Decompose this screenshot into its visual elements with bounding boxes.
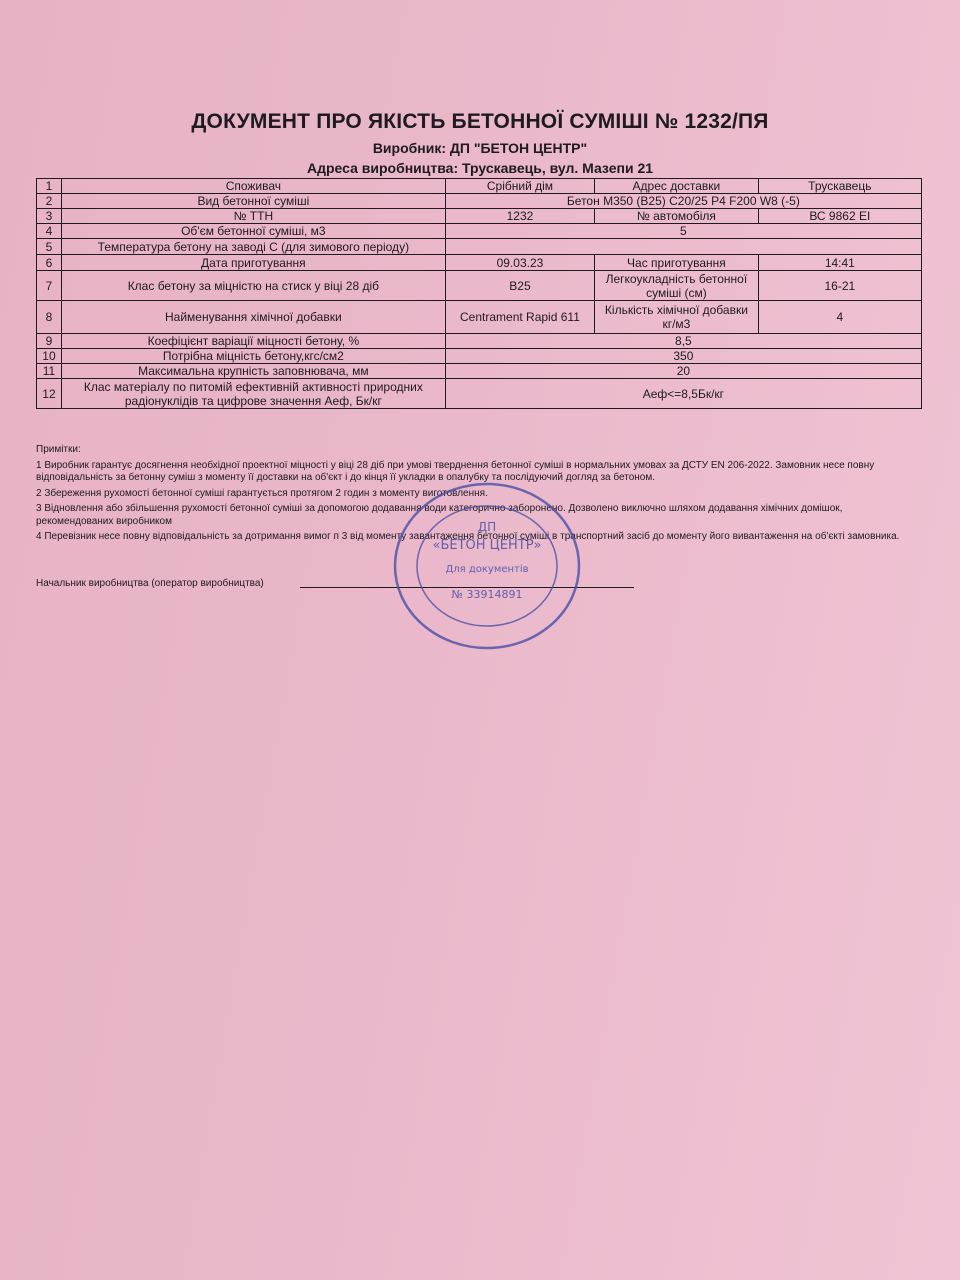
row-label: Клас бетону за міцністю на стиск у віці 28 діб xyxy=(61,271,445,301)
row-label: № ТТН xyxy=(61,209,445,224)
stamp-line-4: № 33914891 xyxy=(451,588,523,601)
row-value: 09.03.23 xyxy=(445,255,594,271)
producer-line: Виробник: ДП "БЕТОН ЦЕНТР" xyxy=(372,140,588,156)
address-line: Адреса виробництва: Трускавець, вул. Мазепи 21 xyxy=(306,160,654,176)
signature-label: Начальник виробництва (оператор виробництва) xyxy=(36,578,264,589)
row-label: Коефіцієнт варіації міцності бетону, % xyxy=(61,334,445,349)
table-row: 12 Клас матеріалу по питомій ефективній активності природних радіонуклідів та цифрове значення Аеф, Бк/кг Аеф<=8,5Бк/кг xyxy=(37,379,922,409)
table-row: 9 Коефіцієнт варіації міцності бетону, % 8,5 xyxy=(37,334,922,349)
notes-heading: Примітки: xyxy=(36,444,81,455)
table-row: 8 Найменування хімічної добавки Centrament Rapid 611 Кількість хімічної добавки кг/м3 4 xyxy=(37,301,922,334)
row-label: Споживач xyxy=(61,179,445,194)
row-label: Потрібна міцність бетону,кгс/см2 xyxy=(61,349,445,364)
table-row: 3 № ТТН 1232 № автомобіля ВС 9862 ЕІ xyxy=(37,209,922,224)
table-row: 1 Споживач Срібний дім Адрес доставки Трускавець xyxy=(37,179,922,194)
stamp-line-1: ДП xyxy=(477,520,497,534)
quality-table xyxy=(36,178,922,409)
table-row: 6 Дата приготування 09.03.23 Час приготування 14:41 xyxy=(37,255,922,271)
note-4: 4 Перевізник несе повну відповідальність за дотримання вимог п 3 від моменту завантаження бетонної суміші в транспортний засіб до моменту його вивантаження на об'єкті замовника. xyxy=(36,531,900,542)
document-title: ДОКУМЕНТ ПРО ЯКІСТЬ БЕТОННОЇ СУМІШІ № 1232/ПЯ xyxy=(191,110,769,133)
row-value: Аеф<=8,5Бк/кг xyxy=(445,379,921,409)
row-value xyxy=(445,239,921,255)
row-label: Об'єм бетонної суміші, м3 xyxy=(61,224,445,239)
row-label-2: Час приготування xyxy=(595,255,759,271)
row-value-2: ВС 9862 ЕІ xyxy=(758,209,921,224)
row-value: 1232 xyxy=(445,209,594,224)
table-row: 2 Вид бетонної суміші Бетон М350 (В25) С20/25 Р4 F200 W8 (-5) xyxy=(37,194,922,209)
row-value-2: 16-21 xyxy=(758,271,921,301)
row-value-2: 4 xyxy=(758,301,921,334)
table-row: 11 Максимальна крупність заповнювача, мм 20 xyxy=(37,364,922,379)
row-label: Максимальна крупність заповнювача, мм xyxy=(61,364,445,379)
row-value: 350 xyxy=(445,349,921,364)
row-label: Температура бетону на заводі С (для зимового періоду) xyxy=(61,239,445,255)
row-value-2: 14:41 xyxy=(758,255,921,271)
row-value: 8,5 xyxy=(445,334,921,349)
row-label-2: Легкоукладність бетонної суміші (см) xyxy=(595,271,759,301)
table-row: 7 Клас бетону за міцністю на стиск у віці 28 діб В25 Легкоукладність бетонної суміші (см) 16-21 xyxy=(37,271,922,301)
row-label-2: Кількість хімічної добавки кг/м3 xyxy=(595,301,759,334)
row-value: 20 xyxy=(445,364,921,379)
table-row: 5 Температура бетону на заводі С (для зимового періоду) xyxy=(37,239,922,255)
table-row: 4 Об'єм бетонної суміші, м3 5 xyxy=(37,224,922,239)
row-value: Бетон М350 (В25) С20/25 Р4 F200 W8 (-5) xyxy=(445,194,921,209)
row-label: Вид бетонної суміші xyxy=(61,194,445,209)
note-2: 2 Збереження рухомості бетонної суміші гарантується протягом 2 годин з моменту виготовлення. xyxy=(36,487,488,499)
stamp-line-2: «БЕТОН ЦЕНТР» xyxy=(432,538,542,553)
stamp-line-3: Для документів xyxy=(445,564,529,575)
row-label: Клас матеріалу по питомій ефективній активності природних радіонуклідів та цифрове значення Аеф, Бк/кг xyxy=(61,379,445,409)
row-label-2: № автомобіля xyxy=(595,209,759,224)
note-3: 3 Відновлення або збільшення рухомості бетонної суміші за допомогою додавання води категорично заборонено. Дозволено виключно шляхом додавання хімічних домішок, рекомендованих виробником xyxy=(36,503,843,527)
row-value: Centrament Rapid 611 xyxy=(445,301,594,334)
note-1: 1 Виробник гарантує досягнення необхідної проектної міцності у віці 28 діб при умові тверднення бетонної суміші в нормальних умовах за ДСТУ EN 206-2022. Замовник несе повну відповідальність за бетонну суміш з моменту її доставки на об'єкт і до кінця її укладки в опалубку та послідуючий догляд за бетоном. xyxy=(36,459,875,483)
row-value: 5 xyxy=(445,224,921,239)
company-stamp xyxy=(392,480,582,650)
row-label: Дата приготування xyxy=(61,255,445,271)
row-label: Найменування хімічної добавки xyxy=(61,301,445,334)
row-label-2: Адрес доставки xyxy=(595,179,759,194)
row-value-2: Трускавець xyxy=(758,179,921,194)
table-row: 10 Потрібна міцність бетону,кгс/см2 350 xyxy=(37,349,922,364)
row-value: Срібний дім xyxy=(445,179,594,194)
row-value: В25 xyxy=(445,271,594,301)
